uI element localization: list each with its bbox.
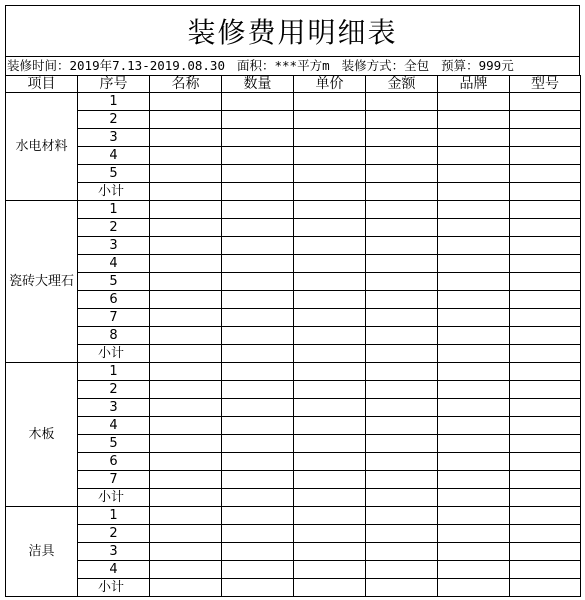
header-cell[interactable]: 序号 xyxy=(78,76,150,93)
empty-cell[interactable] xyxy=(150,417,222,435)
subtotal-cell[interactable]: 小计 xyxy=(78,183,150,201)
empty-cell[interactable] xyxy=(366,561,438,579)
empty-cell[interactable] xyxy=(510,345,581,363)
empty-cell[interactable] xyxy=(366,579,438,597)
header-cell[interactable]: 数量 xyxy=(222,76,294,93)
empty-cell[interactable] xyxy=(366,525,438,543)
empty-cell[interactable] xyxy=(438,579,510,597)
empty-cell[interactable] xyxy=(294,165,366,183)
empty-cell[interactable] xyxy=(150,507,222,525)
empty-cell[interactable] xyxy=(222,237,294,255)
empty-cell[interactable] xyxy=(366,417,438,435)
empty-cell[interactable] xyxy=(294,471,366,489)
empty-cell[interactable] xyxy=(294,543,366,561)
seq-cell[interactable]: 2 xyxy=(78,219,150,237)
table-row xyxy=(6,183,581,201)
empty-cell[interactable] xyxy=(510,237,581,255)
empty-cell[interactable] xyxy=(150,471,222,489)
empty-cell[interactable] xyxy=(222,561,294,579)
table-row xyxy=(6,93,581,111)
empty-cell[interactable] xyxy=(150,147,222,165)
empty-cell[interactable] xyxy=(366,435,438,453)
seq-cell[interactable]: 5 xyxy=(78,435,150,453)
empty-cell[interactable] xyxy=(150,543,222,561)
header-cell[interactable]: 金额 xyxy=(366,76,438,93)
empty-cell[interactable] xyxy=(438,111,510,129)
empty-cell[interactable] xyxy=(366,345,438,363)
empty-cell[interactable] xyxy=(150,435,222,453)
empty-cell[interactable] xyxy=(438,417,510,435)
empty-cell[interactable] xyxy=(438,453,510,471)
empty-cell[interactable] xyxy=(294,435,366,453)
empty-cell[interactable] xyxy=(294,507,366,525)
empty-cell[interactable] xyxy=(294,525,366,543)
empty-cell[interactable] xyxy=(222,129,294,147)
empty-cell[interactable] xyxy=(510,327,581,345)
empty-cell[interactable] xyxy=(150,273,222,291)
table-row xyxy=(6,237,581,255)
empty-cell[interactable] xyxy=(510,273,581,291)
empty-cell[interactable] xyxy=(222,471,294,489)
empty-cell[interactable] xyxy=(510,93,581,111)
empty-cell[interactable] xyxy=(294,291,366,309)
empty-cell[interactable] xyxy=(222,255,294,273)
table-row xyxy=(6,255,581,273)
empty-cell[interactable] xyxy=(510,291,581,309)
empty-cell[interactable] xyxy=(510,219,581,237)
area-info: 面积：***平方m xyxy=(237,58,330,73)
table-row xyxy=(6,291,581,309)
empty-cell[interactable] xyxy=(222,273,294,291)
empty-cell[interactable] xyxy=(510,489,581,507)
renovation-time: 装修时间：2019年7.13-2019.08.30 xyxy=(7,58,225,73)
subtotal-cell[interactable]: 小计 xyxy=(78,579,150,597)
empty-cell[interactable] xyxy=(222,327,294,345)
seq-cell[interactable]: 8 xyxy=(78,327,150,345)
empty-cell[interactable] xyxy=(510,579,581,597)
sheet-title[interactable]: 装修费用明细表 xyxy=(5,5,580,57)
empty-cell[interactable] xyxy=(438,345,510,363)
empty-cell[interactable] xyxy=(222,309,294,327)
table-row xyxy=(6,471,581,489)
seq-cell[interactable]: 6 xyxy=(78,453,150,471)
seq-cell[interactable]: 4 xyxy=(78,147,150,165)
seq-cell[interactable]: 4 xyxy=(78,561,150,579)
table-row xyxy=(6,543,581,561)
seq-cell[interactable]: 3 xyxy=(78,543,150,561)
empty-cell[interactable] xyxy=(510,507,581,525)
table-row xyxy=(6,201,581,219)
empty-cell[interactable] xyxy=(366,327,438,345)
empty-cell[interactable] xyxy=(438,201,510,219)
table-row xyxy=(6,111,581,129)
empty-cell[interactable] xyxy=(438,255,510,273)
empty-cell[interactable] xyxy=(150,489,222,507)
empty-cell[interactable] xyxy=(222,291,294,309)
empty-cell[interactable] xyxy=(510,147,581,165)
empty-cell[interactable] xyxy=(294,327,366,345)
empty-cell[interactable] xyxy=(222,363,294,381)
empty-cell[interactable] xyxy=(510,561,581,579)
table-row xyxy=(6,453,581,471)
empty-cell[interactable] xyxy=(438,273,510,291)
seq-cell[interactable]: 1 xyxy=(78,507,150,525)
empty-cell[interactable] xyxy=(294,363,366,381)
empty-cell[interactable] xyxy=(438,363,510,381)
empty-cell[interactable] xyxy=(438,291,510,309)
empty-cell[interactable] xyxy=(438,435,510,453)
empty-cell[interactable] xyxy=(294,579,366,597)
empty-cell[interactable] xyxy=(294,129,366,147)
empty-cell[interactable] xyxy=(366,291,438,309)
header-cell[interactable]: 品牌 xyxy=(438,76,510,93)
seq-cell[interactable]: 1 xyxy=(78,363,150,381)
empty-cell[interactable] xyxy=(150,381,222,399)
empty-cell[interactable] xyxy=(222,399,294,417)
empty-cell[interactable] xyxy=(294,309,366,327)
seq-cell[interactable]: 2 xyxy=(78,111,150,129)
empty-cell[interactable] xyxy=(222,147,294,165)
empty-cell[interactable] xyxy=(438,327,510,345)
empty-cell[interactable] xyxy=(294,147,366,165)
empty-cell[interactable] xyxy=(366,363,438,381)
empty-cell[interactable] xyxy=(150,561,222,579)
empty-cell[interactable] xyxy=(150,327,222,345)
table-row xyxy=(6,399,581,417)
empty-cell[interactable] xyxy=(438,507,510,525)
seq-cell[interactable]: 1 xyxy=(78,93,150,111)
empty-cell[interactable] xyxy=(366,111,438,129)
subtotal-cell[interactable]: 小计 xyxy=(78,489,150,507)
empty-cell[interactable] xyxy=(366,399,438,417)
empty-cell[interactable] xyxy=(510,129,581,147)
empty-cell[interactable] xyxy=(294,399,366,417)
empty-cell[interactable] xyxy=(150,219,222,237)
empty-cell[interactable] xyxy=(222,93,294,111)
empty-cell[interactable] xyxy=(366,471,438,489)
empty-cell[interactable] xyxy=(510,201,581,219)
empty-cell[interactable] xyxy=(150,399,222,417)
empty-cell[interactable] xyxy=(510,165,581,183)
empty-cell[interactable] xyxy=(294,417,366,435)
empty-cell[interactable] xyxy=(366,381,438,399)
empty-cell[interactable] xyxy=(510,435,581,453)
empty-cell[interactable] xyxy=(510,471,581,489)
empty-cell[interactable] xyxy=(150,201,222,219)
empty-cell[interactable] xyxy=(222,579,294,597)
empty-cell[interactable] xyxy=(150,255,222,273)
empty-cell[interactable] xyxy=(294,561,366,579)
empty-cell[interactable] xyxy=(366,183,438,201)
seq-cell[interactable]: 2 xyxy=(78,381,150,399)
empty-cell[interactable] xyxy=(294,345,366,363)
empty-cell[interactable] xyxy=(510,183,581,201)
header-cell[interactable]: 项目 xyxy=(6,76,78,93)
table-row xyxy=(6,417,581,435)
empty-cell[interactable] xyxy=(366,129,438,147)
empty-cell[interactable] xyxy=(366,273,438,291)
empty-cell[interactable] xyxy=(510,399,581,417)
empty-cell[interactable] xyxy=(438,165,510,183)
empty-cell[interactable] xyxy=(438,543,510,561)
seq-cell[interactable]: 3 xyxy=(78,129,150,147)
empty-cell[interactable] xyxy=(438,381,510,399)
empty-cell[interactable] xyxy=(150,363,222,381)
empty-cell[interactable] xyxy=(222,345,294,363)
empty-cell[interactable] xyxy=(438,129,510,147)
empty-cell[interactable] xyxy=(438,309,510,327)
empty-cell[interactable] xyxy=(150,453,222,471)
empty-cell[interactable] xyxy=(366,489,438,507)
empty-cell[interactable] xyxy=(294,381,366,399)
seq-cell[interactable]: 2 xyxy=(78,525,150,543)
seq-cell[interactable]: 5 xyxy=(78,165,150,183)
table-row xyxy=(6,309,581,327)
seq-cell[interactable]: 4 xyxy=(78,255,150,273)
empty-cell[interactable] xyxy=(150,237,222,255)
empty-cell[interactable] xyxy=(366,453,438,471)
empty-cell[interactable] xyxy=(294,201,366,219)
table-row xyxy=(6,165,581,183)
empty-cell[interactable] xyxy=(438,237,510,255)
empty-cell[interactable] xyxy=(510,309,581,327)
empty-cell[interactable] xyxy=(150,111,222,129)
table-row xyxy=(6,147,581,165)
empty-cell[interactable] xyxy=(510,381,581,399)
empty-cell[interactable] xyxy=(438,93,510,111)
empty-cell[interactable] xyxy=(366,507,438,525)
empty-cell[interactable] xyxy=(150,309,222,327)
empty-cell[interactable] xyxy=(366,219,438,237)
empty-cell[interactable] xyxy=(222,219,294,237)
empty-cell[interactable] xyxy=(294,453,366,471)
expense-table xyxy=(5,75,581,597)
empty-cell[interactable] xyxy=(222,111,294,129)
table-row xyxy=(6,561,581,579)
empty-cell[interactable] xyxy=(222,525,294,543)
empty-cell[interactable] xyxy=(222,201,294,219)
empty-cell[interactable] xyxy=(222,381,294,399)
info-row[interactable] xyxy=(5,57,580,75)
empty-cell[interactable] xyxy=(366,255,438,273)
empty-cell[interactable] xyxy=(438,399,510,417)
empty-cell[interactable] xyxy=(438,489,510,507)
empty-cell[interactable] xyxy=(294,219,366,237)
spreadsheet xyxy=(5,5,580,597)
seq-cell[interactable]: 6 xyxy=(78,291,150,309)
empty-cell[interactable] xyxy=(222,165,294,183)
empty-cell[interactable] xyxy=(150,183,222,201)
table-row xyxy=(6,381,581,399)
empty-cell[interactable] xyxy=(294,255,366,273)
empty-cell[interactable] xyxy=(222,417,294,435)
empty-cell[interactable] xyxy=(510,417,581,435)
category-cell[interactable]: 瓷砖大理石 xyxy=(6,201,78,363)
empty-cell[interactable] xyxy=(366,237,438,255)
header-cell[interactable]: 单价 xyxy=(294,76,366,93)
header-row xyxy=(6,76,581,93)
empty-cell[interactable] xyxy=(510,525,581,543)
empty-cell[interactable] xyxy=(150,93,222,111)
empty-cell[interactable] xyxy=(222,507,294,525)
empty-cell[interactable] xyxy=(294,93,366,111)
table-row xyxy=(6,525,581,543)
empty-cell[interactable] xyxy=(150,525,222,543)
empty-cell[interactable] xyxy=(438,219,510,237)
table-row xyxy=(6,579,581,597)
empty-cell[interactable] xyxy=(438,561,510,579)
empty-cell[interactable] xyxy=(438,471,510,489)
empty-cell[interactable] xyxy=(294,273,366,291)
header-cell[interactable]: 型号 xyxy=(510,76,581,93)
empty-cell[interactable] xyxy=(294,489,366,507)
empty-cell[interactable] xyxy=(438,147,510,165)
empty-cell[interactable] xyxy=(438,525,510,543)
seq-cell[interactable]: 5 xyxy=(78,273,150,291)
empty-cell[interactable] xyxy=(150,165,222,183)
empty-cell[interactable] xyxy=(222,183,294,201)
seq-cell[interactable]: 7 xyxy=(78,309,150,327)
table-row xyxy=(6,363,581,381)
seq-cell[interactable]: 3 xyxy=(78,399,150,417)
seq-cell[interactable]: 7 xyxy=(78,471,150,489)
seq-cell[interactable]: 1 xyxy=(78,201,150,219)
empty-cell[interactable] xyxy=(510,543,581,561)
table-row xyxy=(6,435,581,453)
empty-cell[interactable] xyxy=(510,255,581,273)
subtotal-cell[interactable]: 小计 xyxy=(78,345,150,363)
empty-cell[interactable] xyxy=(366,147,438,165)
table-row xyxy=(6,129,581,147)
table-row xyxy=(6,327,581,345)
table-row xyxy=(6,507,581,525)
empty-cell[interactable] xyxy=(366,543,438,561)
seq-cell[interactable]: 3 xyxy=(78,237,150,255)
empty-cell[interactable] xyxy=(150,579,222,597)
empty-cell[interactable] xyxy=(150,345,222,363)
category-cell[interactable]: 水电材料 xyxy=(6,93,78,201)
budget-info: 预算：999元 xyxy=(441,58,514,73)
seq-cell[interactable]: 4 xyxy=(78,417,150,435)
table-row xyxy=(6,219,581,237)
empty-cell[interactable] xyxy=(366,165,438,183)
empty-cell[interactable] xyxy=(366,201,438,219)
empty-cell[interactable] xyxy=(222,543,294,561)
empty-cell[interactable] xyxy=(222,453,294,471)
category-cell[interactable]: 木板 xyxy=(6,363,78,507)
empty-cell[interactable] xyxy=(294,111,366,129)
table-row xyxy=(6,489,581,507)
empty-cell[interactable] xyxy=(294,183,366,201)
empty-cell[interactable] xyxy=(150,129,222,147)
empty-cell[interactable] xyxy=(222,489,294,507)
category-cell[interactable]: 洁具 xyxy=(6,507,78,597)
renovation-method: 装修方式：全包 xyxy=(341,58,430,73)
header-cell[interactable]: 名称 xyxy=(150,76,222,93)
empty-cell[interactable] xyxy=(438,183,510,201)
empty-cell[interactable] xyxy=(510,363,581,381)
table-row xyxy=(6,273,581,291)
empty-cell[interactable] xyxy=(510,453,581,471)
empty-cell[interactable] xyxy=(222,435,294,453)
empty-cell[interactable] xyxy=(510,111,581,129)
empty-cell[interactable] xyxy=(294,237,366,255)
empty-cell[interactable] xyxy=(150,291,222,309)
empty-cell[interactable] xyxy=(366,309,438,327)
empty-cell[interactable] xyxy=(366,93,438,111)
table-row xyxy=(6,345,581,363)
